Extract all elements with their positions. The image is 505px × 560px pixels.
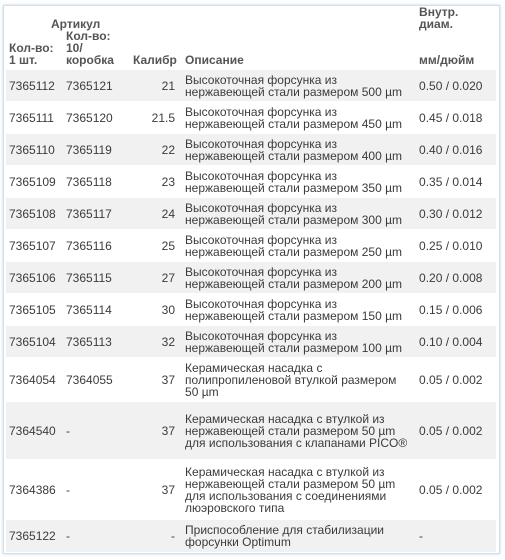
table-row [6, 520, 496, 552]
caliber-cell: 24 [130, 198, 182, 230]
article-1pc: 7365108 [6, 198, 63, 230]
product-table [6, 6, 496, 552]
article-10pc: 7365113 [63, 326, 130, 358]
article-1pc: 7364054 [6, 358, 63, 402]
table-row [6, 134, 496, 166]
article-10pc: - [63, 402, 130, 460]
description-cell: Высокоточная форсунка из нержавеющей стали размером 200 µm [182, 262, 413, 294]
table-row [6, 102, 496, 134]
header-qty-10 [63, 30, 130, 70]
header-inner-diam: Внутр. диам. [419, 5, 459, 31]
article-10pc: 7365121 [63, 70, 130, 102]
article-10pc: 7364055 [63, 358, 130, 402]
header-caliber: Калибр [133, 53, 177, 67]
inner-diam-cell: 0.40 / 0.016 [413, 134, 496, 166]
table-row [6, 70, 496, 102]
description-cell: Высокоточная форсунка из нержавеющей стали размером 400 µm [182, 134, 413, 166]
table-row [6, 358, 496, 402]
inner-diam-cell: 0.45 / 0.018 [413, 102, 496, 134]
inner-diam-cell: 0.25 / 0.010 [413, 230, 496, 262]
article-1pc: 7365111 [6, 102, 63, 134]
article-1pc: 7365122 [6, 520, 63, 552]
product-table-container [3, 5, 500, 554]
caliber-cell: 23 [130, 166, 182, 198]
inner-diam-cell: 0.15 / 0.006 [413, 294, 496, 326]
header-qty-10-label: Кол-во: [66, 29, 111, 43]
description-cell: Высокоточная форсунка из нержавеющей стали размером 350 µm [182, 166, 413, 198]
caliber-cell: 27 [130, 262, 182, 294]
header-qty-1-label: Кол-во: [9, 41, 54, 55]
table-row [6, 294, 496, 326]
table-row [6, 262, 496, 294]
description-cell: Высокоточная форсунка из нержавеющей стали размером 100 µm [182, 326, 413, 358]
description-cell: Керамическая насадка с втулкой из нержавеющей стали размером 50 µm для использования с соединениями люэровского типа [182, 460, 413, 520]
article-1pc: 7365110 [6, 134, 63, 166]
inner-diam-cell: 0.05 / 0.002 [413, 402, 496, 460]
header-artikul: Артикул [51, 17, 101, 31]
description-cell: Высокоточная форсунка из нержавеющей стали размером 450 µm [182, 102, 413, 134]
header-description: Описание [185, 53, 244, 67]
caliber-cell: 37 [130, 460, 182, 520]
header-row-top [6, 6, 496, 30]
article-10pc: - [63, 520, 130, 552]
table-body [6, 70, 496, 552]
article-10pc: - [63, 460, 130, 520]
caliber-cell: 37 [130, 358, 182, 402]
article-10pc: 7365120 [63, 102, 130, 134]
article-10pc: 7365116 [63, 230, 130, 262]
article-1pc: 7365104 [6, 326, 63, 358]
article-10pc: 7365115 [63, 262, 130, 294]
header-qty-1 [6, 30, 63, 70]
caliber-cell: 21 [130, 70, 182, 102]
article-1pc: 7364540 [6, 402, 63, 460]
caliber-cell: 30 [130, 294, 182, 326]
caliber-cell: 22 [130, 134, 182, 166]
inner-diam-cell: 0.35 / 0.014 [413, 166, 496, 198]
article-1pc: 7364386 [6, 460, 63, 520]
article-1pc: 7365105 [6, 294, 63, 326]
inner-diam-cell: - [413, 520, 496, 552]
article-1pc: 7365112 [6, 70, 63, 102]
description-cell: Керамическая насадка с полипропиленовой втулкой размером 50 µm [182, 358, 413, 402]
inner-diam-cell: 0.50 / 0.020 [413, 70, 496, 102]
caliber-cell: - [130, 520, 182, 552]
table-row [6, 460, 496, 520]
description-cell: Высокоточная форсунка из нержавеющей стали размером 500 µm [182, 70, 413, 102]
table-row [6, 198, 496, 230]
article-10pc: 7365119 [63, 134, 130, 166]
caliber-cell: 21.5 [130, 102, 182, 134]
description-cell: Высокоточная форсунка из нержавеющей стали размером 250 µm [182, 230, 413, 262]
description-cell: Высокоточная форсунка из нержавеющей стали размером 300 µm [182, 198, 413, 230]
header-units: мм/дюйм [419, 53, 475, 67]
header-spacer [182, 6, 413, 30]
article-1pc: 7365107 [6, 230, 63, 262]
inner-diam-cell: 0.05 / 0.002 [413, 460, 496, 520]
caliber-cell: 37 [130, 402, 182, 460]
inner-diam-cell: 0.10 / 0.004 [413, 326, 496, 358]
header-row-bottom [6, 30, 496, 70]
table-row [6, 230, 496, 262]
inner-diam-cell: 0.20 / 0.008 [413, 262, 496, 294]
table-row [6, 326, 496, 358]
description-cell: Высокоточная форсунка из нержавеющей стали размером 150 µm [182, 294, 413, 326]
article-1pc: 7365109 [6, 166, 63, 198]
article-1pc: 7365106 [6, 262, 63, 294]
header-qty-10-sub: 10/коробка [66, 41, 114, 67]
article-10pc: 7365114 [63, 294, 130, 326]
caliber-cell: 25 [130, 230, 182, 262]
inner-diam-cell: 0.05 / 0.002 [413, 358, 496, 402]
caliber-cell: 32 [130, 326, 182, 358]
table-row [6, 166, 496, 198]
header-qty-1-sub: 1 шт. [9, 53, 38, 67]
description-cell: Керамическая насадка с втулкой из нержавеющей стали размером 50 µm для использования с клапанами PICO® [182, 402, 413, 460]
description-cell: Приспособление для стабилизации форсунки Optimum [182, 520, 413, 552]
article-10pc: 7365118 [63, 166, 130, 198]
article-10pc: 7365117 [63, 198, 130, 230]
table-row [6, 402, 496, 460]
inner-diam-cell: 0.30 / 0.012 [413, 198, 496, 230]
